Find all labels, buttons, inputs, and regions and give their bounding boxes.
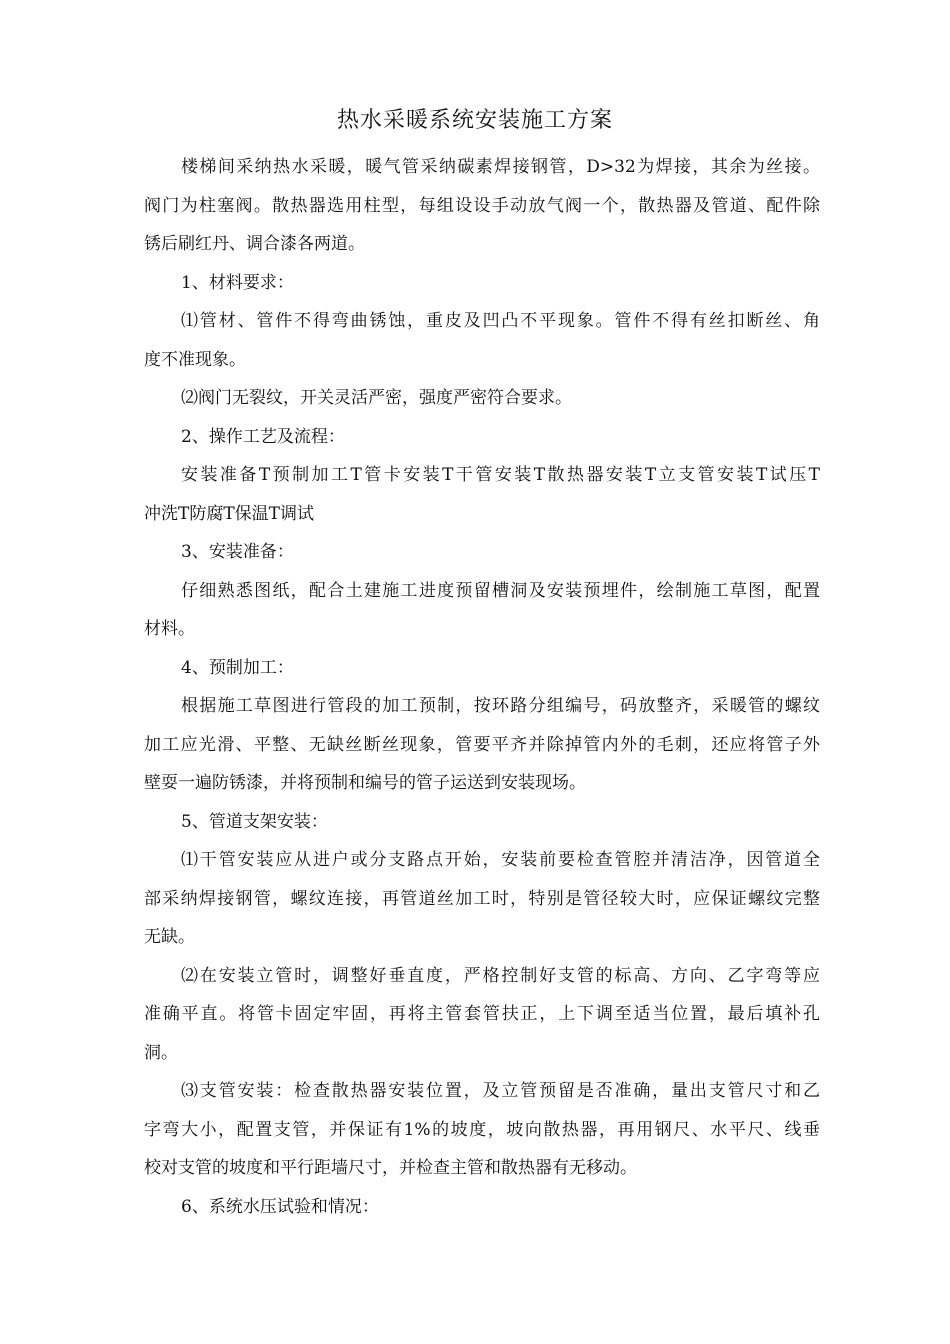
section-heading: 2、操作工艺及流程： — [181, 426, 345, 447]
paragraph-line: 部采纳焊接钢管，螺纹连接，再管道丝加工时，特别是管径较大时，应保证螺纹完整 — [144, 888, 820, 909]
section-heading: 5、管道支架安装： — [181, 811, 328, 832]
paragraph-line: ⑵阀门无裂纹，开关灵活严密，强度严密符合要求。 — [181, 388, 572, 408]
paragraph-line: 根据施工草图进行管段的加工预制，按环路分组编号，码放整齐，采暖管的螺纹 — [181, 696, 820, 716]
paragraph-line: 仔细熟悉图纸，配合土建施工进度预留槽洞及安装预埋件，绘制施工草图，配置 — [181, 580, 820, 601]
paragraph-line: ⑵在安装立管时，调整好垂直度，严格控制好支管的标高、方向、乙字弯等应 — [181, 965, 820, 986]
paragraph-line: 材料。 — [144, 619, 195, 639]
section-heading: 4、预制加工： — [181, 657, 294, 678]
paragraph-line: 洞。 — [144, 1042, 178, 1063]
paragraph-line: 准确平直。将管卡固定牢固，再将主管套管扶正，上下调至适当位置，最后填补孔 — [144, 1004, 820, 1024]
section-heading: 1、材料要求： — [181, 272, 294, 293]
paragraph-line: 阀门为柱塞阀。散热器选用柱型，每组设设手动放气阀一个，散热器及管道、配件除 — [144, 195, 820, 216]
paragraph-line: 无缺。 — [144, 927, 195, 947]
paragraph-line: ⑴管材、管件不得弯曲锈蚀，重皮及凹凸不平现象。管件不得有丝扣断丝、角 — [181, 311, 820, 331]
paragraph-line: ⑴干管安装应从进户或分支路点开始，安装前要检查管腔并清洁净，因管道全 — [181, 850, 820, 870]
section-heading: 6、系统水压试验和情况： — [181, 1196, 379, 1217]
document-body — [144, 148, 820, 1226]
paragraph-line: 度不准现象。 — [144, 349, 246, 370]
paragraph-line: ⑶支管安装：检查散热器安装位置，及立管预留是否准确，量出支管尺寸和乙 — [181, 1081, 820, 1101]
paragraph-line: 字弯大小，配置支管，并保证有1%的坡度，坡向散热器，再用钢尺、水平尺、线垂 — [144, 1119, 820, 1140]
paragraph-line: 锈后刷红丹、调合漆各两道。 — [144, 234, 365, 254]
document-title: 热水采暖系统安装施工方案 — [336, 108, 613, 133]
paragraph-line: 壁耍一遍防锈漆，并将预制和编号的管子运送到安装现场。 — [144, 773, 586, 793]
paragraph-line: 冲洗T防腐T保温T调试 — [144, 503, 315, 524]
section-heading: 3、安装准备： — [181, 542, 294, 562]
paragraph-line: 加工应光滑、平整、无缺丝断丝现象，管要平齐并除掉管内外的毛刺，还应将管子外 — [144, 734, 820, 755]
paragraph-line: 校对支管的坡度和平行距墙尺寸，并检查主管和散热器有无移动。 — [144, 1158, 637, 1178]
paragraph-line: 楼梯间采纳热水采暖，暖气管采纳碳素焊接钢管，D>32为焊接，其余为丝接。 — [181, 157, 820, 177]
paragraph-line: 安装准备T预制加工T管卡安装T干管安装T散热器安装T立支管安装T试压T — [181, 465, 820, 485]
